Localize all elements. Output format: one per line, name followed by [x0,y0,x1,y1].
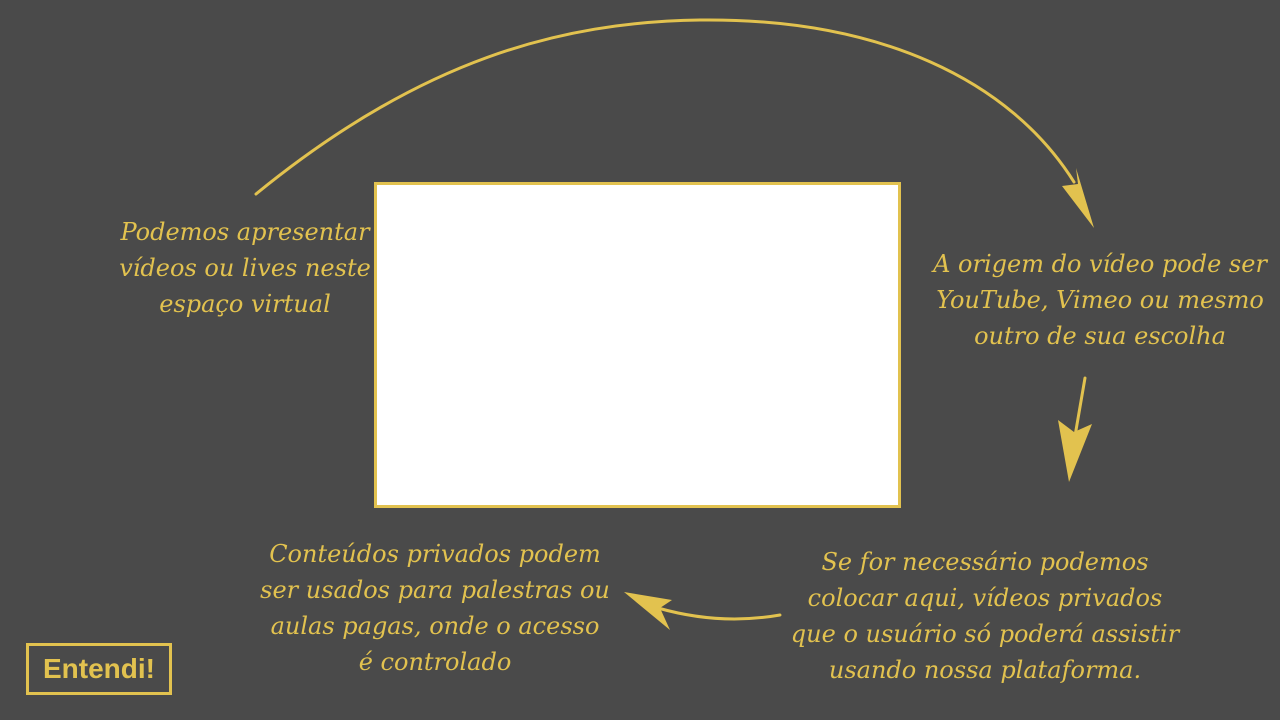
note-line: que o usuário só poderá assistir [790,620,1180,648]
note-private-content [260,536,610,680]
note-line: outro de sua escolha [974,322,1226,350]
video-placeholder[interactable] [374,182,901,508]
note-video-source [930,246,1270,354]
arrow-bottom-left [624,592,780,630]
entendi-button[interactable]: Entendi! [26,643,172,695]
note-line: aulas pagas, onde o acesso [270,612,600,640]
arrow-right-down [1058,378,1092,482]
note-line: colocar aqui, vídeos privados [807,584,1163,612]
note-line: A origem do vídeo pode ser [933,250,1267,278]
note-video-presentation [110,214,380,322]
note-line: Podemos apresentar [120,218,370,246]
note-line: vídeos ou lives neste [119,254,371,282]
note-line: YouTube, Vimeo ou mesmo [936,286,1264,314]
note-line: Conteúdos privados podem [269,540,601,568]
note-private-videos [790,544,1180,688]
note-line: usando nossa plataforma. [828,656,1142,684]
note-line: Se for necessário podemos [821,548,1149,576]
note-line: é controlado [358,648,512,676]
note-line: ser usados para palestras ou [260,576,610,604]
note-line: espaço virtual [159,290,331,318]
